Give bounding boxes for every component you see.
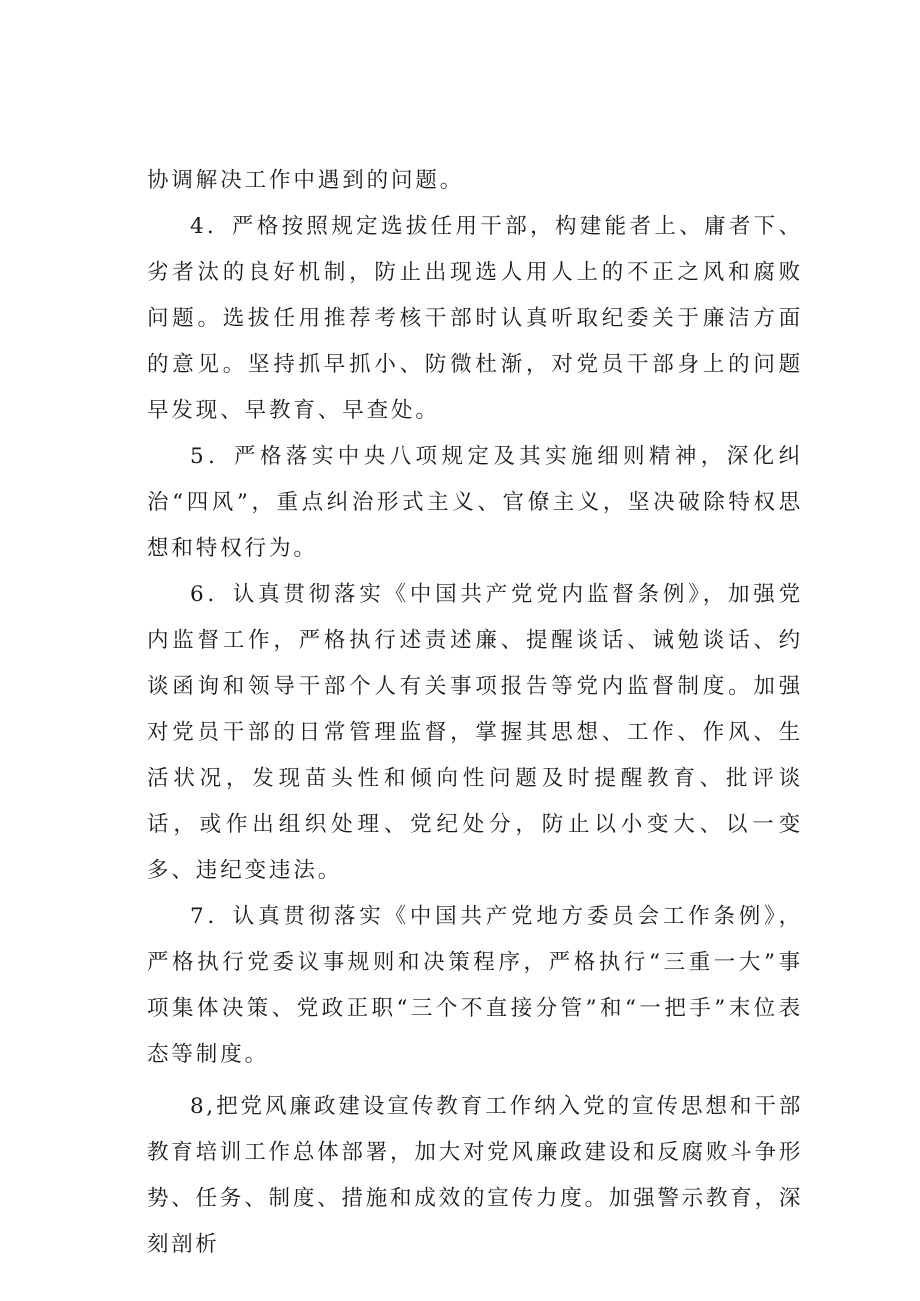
paragraph-item-7: 7．认真贯彻落实《中国共产党地方委员会工作条例》，严格执行党委议事规则和决策程序，严格执行“三重一大”事项集体决策、党政正职“三个不直接分管”和“一把手”末位表态等制度。	[147, 904, 803, 1067]
paragraph-item-5: 5．严格落实中央八项规定及其实施细则精神，深化纠治“四风”，重点纠治形式主义、官僚主义，坚决破除特权思想和特权行为。	[147, 444, 803, 561]
paragraph-continuation: 协调解决工作中遇到的问题。	[147, 168, 465, 193]
paragraph-item-8: 8,把党风廉政建设宣传教育工作纳入党的宣传思想和干部教育培训工作总体部署，加大对党风廉政建设和反腐败斗争形势、任务、制度、措施和成效的宣传力度。加强警示教育，深刻剖析	[147, 1094, 803, 1257]
paragraph-item-4: 4．严格按照规定选拔任用干部，构建能者上、庸者下、劣者汰的良好机制，防止出现选人用人上的不正之风和腐败问题。选拔任用推荐考核干部时认真听取纪委关于廉洁方面的意见。坚持抓早抓小、防微杜渐，对党员干部身上的问题早发现、早教育、早查处。	[147, 214, 803, 423]
paragraph-item-6: 6．认真贯彻落实《中国共产党党内监督条例》，加强党内监督工作，严格执行述责述廉、提醒谈话、诫勉谈话、约谈函询和领导干部个人有关事项报告等党内监督制度。加强对党员干部的日常管理监督，掌握其思想、工作、作风、生活状况，发现苗头性和倾向性问题及时提醒教育、批评谈话，或作出组织处理、党纪处分，防止以小变大、以一变多、违纪变违法。	[147, 582, 803, 883]
document-body	[147, 158, 803, 1268]
